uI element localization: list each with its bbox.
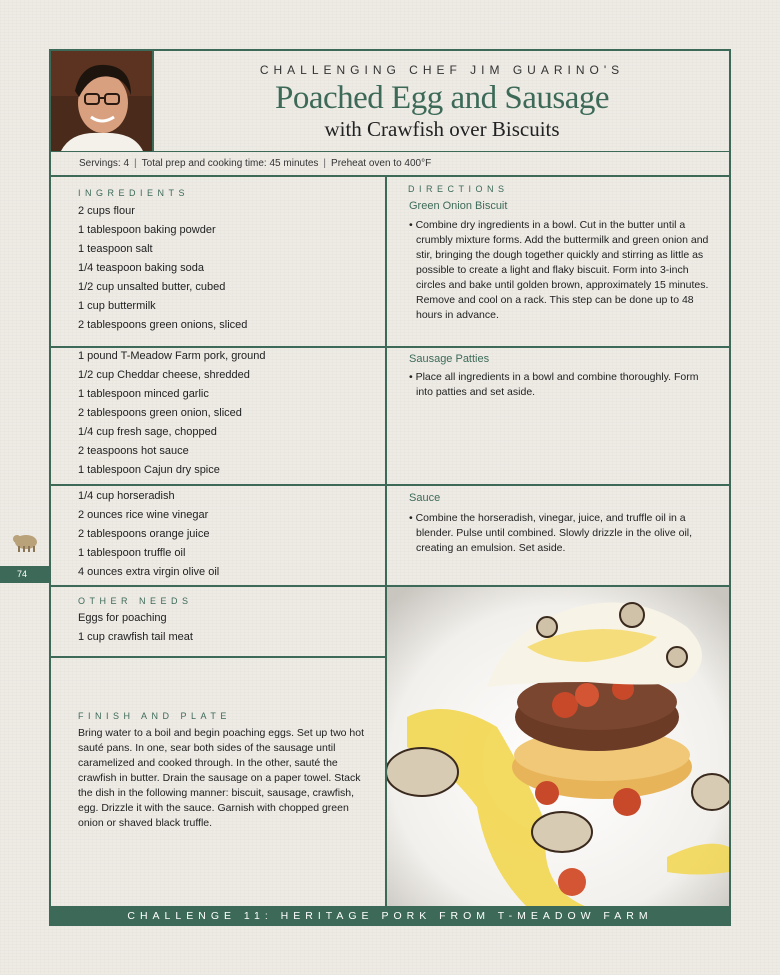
title-block bbox=[155, 58, 729, 141]
sauce-subhead: Sauce bbox=[409, 492, 441, 504]
list-item: 1 cup crawfish tail meat bbox=[78, 631, 193, 643]
other-needs-heading: OTHER NEEDS bbox=[78, 596, 193, 606]
list-item: 1 cup buttermilk bbox=[78, 300, 156, 312]
list-item: 1 tablespoon Cajun dry spice bbox=[78, 464, 220, 476]
finish-heading: FINISH AND PLATE bbox=[78, 711, 231, 721]
total-time: Total prep and cooking time: 45 minutes bbox=[141, 158, 319, 169]
list-item: 1/4 teaspoon baking soda bbox=[78, 262, 204, 274]
ingredients-heading: INGREDIENTS bbox=[78, 188, 190, 198]
challenge-footer: CHALLENGE 11: HERITAGE PORK FROM T-MEADOW FARM bbox=[49, 906, 731, 926]
list-item: Eggs for poaching bbox=[78, 612, 167, 624]
sauce-ingredients bbox=[78, 487, 219, 582]
sausage-directions: • Place all ingredients in a bowl and combine thoroughly. Form into patties and set aside. bbox=[409, 371, 699, 398]
sausage-subhead: Sausage Patties bbox=[409, 353, 490, 365]
list-item: 1 tablespoon minced garlic bbox=[78, 388, 209, 400]
recipe-subtitle: with Crawfish over Biscuits bbox=[324, 117, 560, 141]
oven-temp: Preheat oven to 400°F bbox=[331, 158, 432, 169]
list-item: 1/2 cup unsalted butter, cubed bbox=[78, 281, 226, 293]
plated-dish-photo bbox=[387, 587, 729, 907]
list-item: 4 ounces extra virgin olive oil bbox=[78, 566, 220, 578]
biscuit-subhead: Green Onion Biscuit bbox=[409, 200, 508, 212]
chef-kicker: CHALLENGING CHEF JIM GUARINO'S bbox=[259, 63, 625, 77]
list-item: 2 teaspoons hot sauce bbox=[78, 445, 189, 457]
divider bbox=[51, 484, 729, 486]
list-item: 1 teaspoon salt bbox=[78, 243, 153, 255]
other-needs-list bbox=[78, 609, 193, 647]
list-item: 1/2 cup Cheddar cheese, shredded bbox=[78, 369, 250, 381]
divider bbox=[51, 175, 729, 177]
pig-icon bbox=[12, 527, 40, 555]
list-item: 2 tablespoons green onion, sliced bbox=[78, 407, 242, 419]
list-item: 1/4 cup horseradish bbox=[78, 490, 175, 502]
biscuit-directions: • Combine dry ingredients in a bowl. Cut in the butter until a crumbly mixture forms. Add the buttermilk and green onion and stir, bringing the dough together quickly and stirring as little as possible to create a light and flaky biscuit. Form into 3-inch circles and bake until golden brown, approximately 15 minutes. Remove and cool on a rack. This step can be done up to 48 hours in advance. bbox=[409, 219, 709, 321]
page-number: 74 bbox=[17, 569, 28, 579]
page-number-tab bbox=[0, 566, 49, 583]
list-item: 1/4 cup fresh sage, chopped bbox=[78, 426, 217, 438]
list-item: 1 tablespoon truffle oil bbox=[78, 547, 186, 559]
list-item: 2 cups flour bbox=[78, 205, 135, 217]
sauce-directions: • Combine the horseradish, vinegar, juice, and truffle oil in a blender. Pulse until combined. Slowly drizzle in the olive oil, creating an emulsion. Set aside. bbox=[409, 512, 693, 554]
list-item: 2 ounces rice wine vinegar bbox=[78, 509, 209, 521]
recipe-title: Poached Egg and Sausage bbox=[275, 80, 609, 116]
list-item: 1 tablespoon baking powder bbox=[78, 224, 216, 236]
divider bbox=[152, 51, 154, 151]
directions-heading: DIRECTIONS bbox=[408, 184, 509, 194]
list-item: 2 tablespoons green onions, sliced bbox=[78, 319, 248, 331]
sausage-ingredients bbox=[78, 347, 266, 480]
list-item: 1 pound T-Meadow Farm pork, ground bbox=[78, 350, 266, 362]
finish-text: Bring water to a boil and begin poaching eggs. Set up two hot sauté pans. In one, sear both sides of the sausage until caramelized and cooked through. In the other, sauté the crawfish in butter. Drain the sausage on a paper towel. Stack the dish in the following manner: biscuit, sausage, crawfish, egg. Drizzle it with the sauce. Garnish with chopped green onion or shaved black truffle. bbox=[78, 727, 365, 829]
chef-photo bbox=[51, 51, 152, 151]
biscuit-ingredients bbox=[78, 202, 247, 335]
info-bar: Servings: 4 | Total prep and cooking time: 45 minutes | Preheat oven to 400°F bbox=[79, 158, 432, 169]
divider bbox=[51, 656, 385, 658]
list-item: 2 tablespoons orange juice bbox=[78, 528, 210, 540]
servings: Servings: 4 bbox=[79, 158, 130, 169]
